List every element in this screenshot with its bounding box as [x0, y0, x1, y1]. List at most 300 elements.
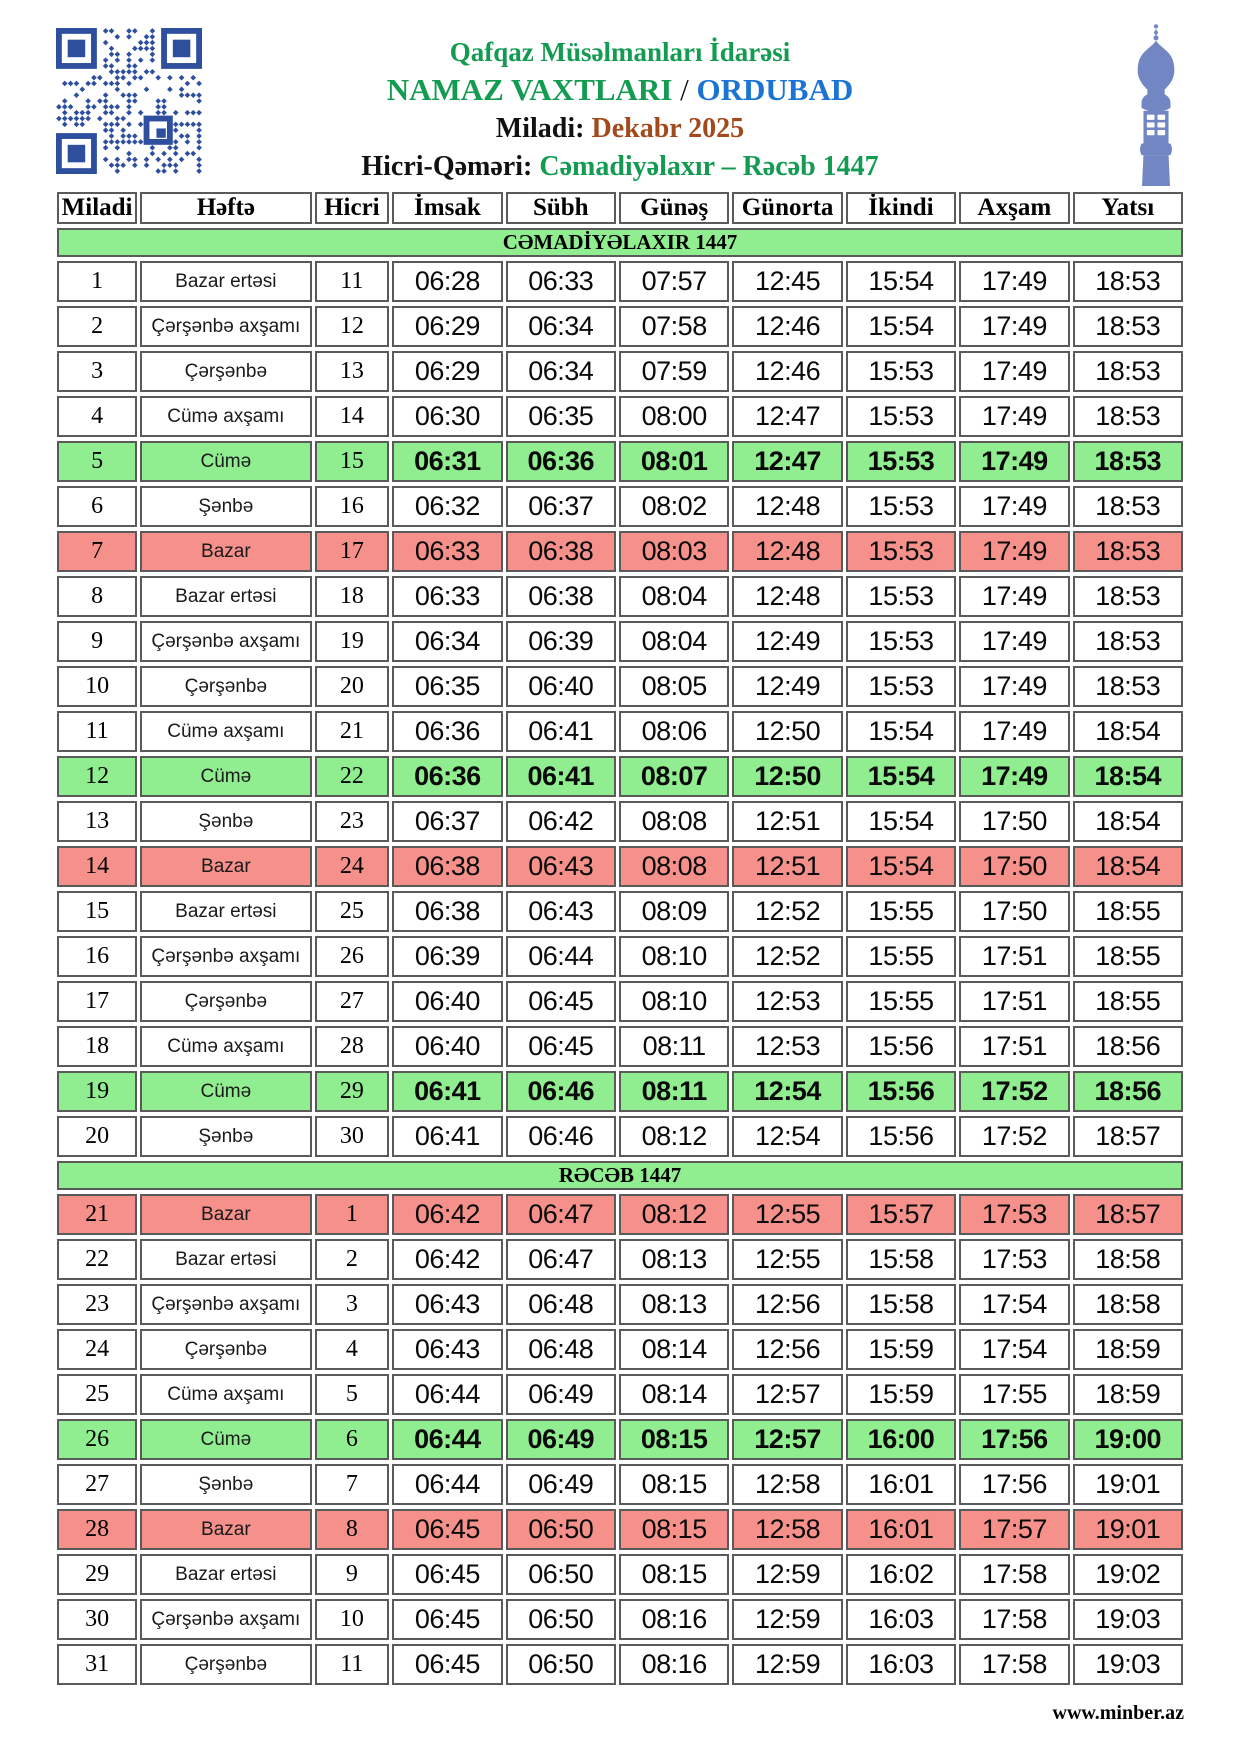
yatsi-time-cell: 18:53 [1073, 351, 1183, 392]
day-row [57, 756, 1183, 797]
axsam-time-cell: 17:53 [959, 1239, 1069, 1280]
miladi-day-cell: 14 [57, 846, 137, 887]
title-separator: / [680, 72, 689, 107]
day-row [57, 1644, 1183, 1685]
miladi-day-cell: 21 [57, 1194, 137, 1235]
miladi-day-cell: 31 [57, 1644, 137, 1685]
weekday-name-cell: Bazar [140, 846, 311, 887]
gunorta-time-cell: 12:47 [732, 441, 842, 482]
ikindi-time-cell: 15:53 [846, 621, 956, 662]
hicri-day-cell: 16 [315, 486, 390, 527]
weekday-name-cell: Cümə [140, 756, 311, 797]
miladi-day-cell: 8 [57, 576, 137, 617]
gunes-time-cell: 08:14 [619, 1329, 729, 1370]
ikindi-time-cell: 15:54 [846, 801, 956, 842]
gunorta-time-cell: 12:49 [732, 621, 842, 662]
ikindi-time-cell: 15:55 [846, 981, 956, 1022]
miladi-day-cell: 5 [57, 441, 137, 482]
subh-time-cell: 06:41 [506, 756, 616, 797]
imsak-time-cell: 06:44 [392, 1374, 502, 1415]
ikindi-time-cell: 15:53 [846, 666, 956, 707]
website-url: www.minber.az [1052, 1702, 1184, 1724]
subh-time-cell: 06:50 [506, 1644, 616, 1685]
hicri-day-cell: 6 [315, 1419, 390, 1460]
subh-time-cell: 06:44 [506, 936, 616, 977]
miladi-day-cell: 11 [57, 711, 137, 752]
miladi-day-cell: 22 [57, 1239, 137, 1280]
subh-time-cell: 06:34 [506, 351, 616, 392]
gunorta-time-cell: 12:59 [732, 1554, 842, 1595]
column-header-gunes: Günəş [619, 192, 729, 224]
column-header-subh: Sübh [506, 192, 616, 224]
yatsi-time-cell: 18:53 [1073, 576, 1183, 617]
gunorta-time-cell: 12:58 [732, 1509, 842, 1550]
weekday-name-cell: Bazar ertəsi [140, 576, 311, 617]
yatsi-time-cell: 18:59 [1073, 1329, 1183, 1370]
gunes-time-cell: 08:08 [619, 846, 729, 887]
weekday-name-cell: Çərşənbə axşamı [140, 936, 311, 977]
hicri-day-cell: 1 [315, 1194, 390, 1235]
gunes-time-cell: 08:13 [619, 1239, 729, 1280]
weekday-name-cell: Çərşənbə [140, 351, 311, 392]
gunorta-time-cell: 12:47 [732, 396, 842, 437]
day-row [57, 1239, 1183, 1280]
imsak-time-cell: 06:43 [392, 1329, 502, 1370]
hicri-day-cell: 30 [315, 1116, 390, 1157]
gunes-time-cell: 08:15 [619, 1554, 729, 1595]
day-row [57, 1071, 1183, 1112]
axsam-time-cell: 17:50 [959, 846, 1069, 887]
subh-time-cell: 06:50 [506, 1599, 616, 1640]
weekday-name-cell: Cümə [140, 1419, 311, 1460]
axsam-time-cell: 17:58 [959, 1599, 1069, 1640]
imsak-time-cell: 06:39 [392, 936, 502, 977]
column-header-row [57, 192, 1183, 224]
imsak-time-cell: 06:35 [392, 666, 502, 707]
gunorta-time-cell: 12:48 [732, 576, 842, 617]
subh-time-cell: 06:46 [506, 1071, 616, 1112]
gunes-time-cell: 08:06 [619, 711, 729, 752]
subh-time-cell: 06:41 [506, 711, 616, 752]
yatsi-time-cell: 18:56 [1073, 1026, 1183, 1067]
day-row [57, 1116, 1183, 1157]
gunes-time-cell: 08:04 [619, 621, 729, 662]
day-row [57, 846, 1183, 887]
axsam-time-cell: 17:50 [959, 891, 1069, 932]
hicri-day-cell: 4 [315, 1329, 390, 1370]
gunes-time-cell: 08:12 [619, 1116, 729, 1157]
yatsi-time-cell: 18:53 [1073, 306, 1183, 347]
hicri-day-cell: 21 [315, 711, 390, 752]
qr-code [56, 28, 202, 174]
hicri-day-cell: 8 [315, 1509, 390, 1550]
subh-time-cell: 06:49 [506, 1464, 616, 1505]
gunes-time-cell: 08:15 [619, 1509, 729, 1550]
axsam-time-cell: 17:54 [959, 1284, 1069, 1325]
day-row [57, 1026, 1183, 1067]
section-title: RƏCƏB 1447 [57, 1161, 1183, 1190]
subh-time-cell: 06:39 [506, 621, 616, 662]
section-title: CƏMADİYƏLAXIR 1447 [57, 228, 1183, 257]
yatsi-time-cell: 18:54 [1073, 846, 1183, 887]
gunorta-time-cell: 12:57 [732, 1419, 842, 1460]
ikindi-time-cell: 15:53 [846, 396, 956, 437]
imsak-time-cell: 06:38 [392, 891, 502, 932]
hicri-day-cell: 13 [315, 351, 390, 392]
gunes-time-cell: 08:10 [619, 936, 729, 977]
imsak-time-cell: 06:40 [392, 981, 502, 1022]
subh-time-cell: 06:50 [506, 1554, 616, 1595]
weekday-name-cell: Çərşənbə [140, 1644, 311, 1685]
weekday-name-cell: Bazar [140, 1509, 311, 1550]
day-row [57, 1329, 1183, 1370]
subh-time-cell: 06:48 [506, 1284, 616, 1325]
yatsi-time-cell: 18:53 [1073, 261, 1183, 302]
column-header-axsam: Axşam [959, 192, 1069, 224]
ikindi-time-cell: 16:01 [846, 1464, 956, 1505]
ikindi-time-cell: 15:53 [846, 351, 956, 392]
day-row [57, 1284, 1183, 1325]
gunes-time-cell: 08:01 [619, 441, 729, 482]
column-header-hicri: Hicri [315, 192, 390, 224]
hicri-day-cell: 24 [315, 846, 390, 887]
miladi-day-cell: 13 [57, 801, 137, 842]
section-header-row [57, 228, 1183, 257]
column-header-ikindi: İkindi [846, 192, 956, 224]
hicri-day-cell: 9 [315, 1554, 390, 1595]
yatsi-time-cell: 18:58 [1073, 1239, 1183, 1280]
weekday-name-cell: Cümə [140, 441, 311, 482]
yatsi-time-cell: 18:54 [1073, 801, 1183, 842]
gunes-time-cell: 08:03 [619, 531, 729, 572]
day-row [57, 441, 1183, 482]
organization-name: Qafqaz Müsəlmanları İdarəsi [449, 37, 791, 67]
miladi-day-cell: 23 [57, 1284, 137, 1325]
miladi-day-cell: 7 [57, 531, 137, 572]
day-row [57, 1554, 1183, 1595]
document-title [300, 70, 940, 110]
yatsi-time-cell: 19:01 [1073, 1509, 1183, 1550]
weekday-name-cell: Çərşənbə [140, 981, 311, 1022]
axsam-time-cell: 17:58 [959, 1554, 1069, 1595]
yatsi-time-cell: 18:55 [1073, 981, 1183, 1022]
hicri-day-cell: 20 [315, 666, 390, 707]
gunes-time-cell: 08:16 [619, 1644, 729, 1685]
ikindi-time-cell: 15:54 [846, 711, 956, 752]
ikindi-time-cell: 15:56 [846, 1026, 956, 1067]
gunorta-time-cell: 12:48 [732, 531, 842, 572]
ikindi-time-cell: 15:55 [846, 936, 956, 977]
imsak-time-cell: 06:41 [392, 1071, 502, 1112]
weekday-name-cell: Şənbə [140, 801, 311, 842]
imsak-time-cell: 06:38 [392, 846, 502, 887]
gunes-time-cell: 08:13 [619, 1284, 729, 1325]
subh-time-cell: 06:42 [506, 801, 616, 842]
ikindi-time-cell: 15:56 [846, 1071, 956, 1112]
gunorta-time-cell: 12:52 [732, 891, 842, 932]
yatsi-time-cell: 18:53 [1073, 396, 1183, 437]
subh-time-cell: 06:40 [506, 666, 616, 707]
weekday-name-cell: Bazar ertəsi [140, 261, 311, 302]
day-row [57, 621, 1183, 662]
imsak-time-cell: 06:29 [392, 351, 502, 392]
axsam-time-cell: 17:52 [959, 1071, 1069, 1112]
gunorta-time-cell: 12:58 [732, 1464, 842, 1505]
day-row [57, 891, 1183, 932]
day-row [57, 1509, 1183, 1550]
yatsi-time-cell: 18:58 [1073, 1284, 1183, 1325]
miladi-day-cell: 25 [57, 1374, 137, 1415]
gunes-time-cell: 08:14 [619, 1374, 729, 1415]
ikindi-time-cell: 15:57 [846, 1194, 956, 1235]
miladi-day-cell: 17 [57, 981, 137, 1022]
yatsi-time-cell: 18:53 [1073, 531, 1183, 572]
column-header-hefte: Həftə [140, 192, 311, 224]
yatsi-time-cell: 18:55 [1073, 891, 1183, 932]
ikindi-time-cell: 15:53 [846, 576, 956, 617]
yatsi-time-cell: 18:53 [1073, 486, 1183, 527]
ikindi-time-cell: 16:00 [846, 1419, 956, 1460]
gunes-time-cell: 07:59 [619, 351, 729, 392]
axsam-time-cell: 17:49 [959, 531, 1069, 572]
ikindi-time-cell: 15:53 [846, 531, 956, 572]
subh-time-cell: 06:34 [506, 306, 616, 347]
ikindi-time-cell: 15:53 [846, 441, 956, 482]
axsam-time-cell: 17:49 [959, 666, 1069, 707]
gunes-time-cell: 08:11 [619, 1026, 729, 1067]
hicri-day-cell: 5 [315, 1374, 390, 1415]
day-row [57, 1464, 1183, 1505]
weekday-name-cell: Şənbə [140, 1464, 311, 1505]
yatsi-time-cell: 18:53 [1073, 621, 1183, 662]
weekday-name-cell: Şənbə [140, 486, 311, 527]
hicri-day-cell: 29 [315, 1071, 390, 1112]
ikindi-time-cell: 15:59 [846, 1374, 956, 1415]
prayer-table-body [57, 228, 1183, 1685]
miladi-day-cell: 6 [57, 486, 137, 527]
day-row [57, 1599, 1183, 1640]
gunorta-time-cell: 12:54 [732, 1116, 842, 1157]
qr-code-icon [56, 28, 202, 174]
ikindi-time-cell: 16:01 [846, 1509, 956, 1550]
column-header-miladi: Miladi [57, 192, 137, 224]
axsam-time-cell: 17:49 [959, 621, 1069, 662]
axsam-time-cell: 17:49 [959, 396, 1069, 437]
minaret-silhouette [1138, 24, 1175, 186]
hicri-value: Cəmadiyəlaxır – Rəcəb 1447 [539, 151, 879, 182]
hicri-day-cell: 18 [315, 576, 390, 617]
gunes-time-cell: 08:15 [619, 1464, 729, 1505]
subh-time-cell: 06:43 [506, 846, 616, 887]
gunorta-time-cell: 12:59 [732, 1599, 842, 1640]
ikindi-time-cell: 16:03 [846, 1644, 956, 1685]
ikindi-time-cell: 15:55 [846, 891, 956, 932]
imsak-time-cell: 06:32 [392, 486, 502, 527]
day-row [57, 981, 1183, 1022]
axsam-time-cell: 17:55 [959, 1374, 1069, 1415]
gunorta-time-cell: 12:46 [732, 306, 842, 347]
miladi-day-cell: 12 [57, 756, 137, 797]
imsak-time-cell: 06:36 [392, 711, 502, 752]
weekday-name-cell: Bazar ertəsi [140, 891, 311, 932]
day-row [57, 1374, 1183, 1415]
imsak-time-cell: 06:45 [392, 1554, 502, 1595]
subh-time-cell: 06:48 [506, 1329, 616, 1370]
axsam-time-cell: 17:51 [959, 981, 1069, 1022]
gunes-time-cell: 08:12 [619, 1194, 729, 1235]
weekday-name-cell: Bazar ertəsi [140, 1554, 311, 1595]
yatsi-time-cell: 18:53 [1073, 441, 1183, 482]
axsam-time-cell: 17:49 [959, 261, 1069, 302]
gunes-time-cell: 08:08 [619, 801, 729, 842]
gunorta-time-cell: 12:53 [732, 981, 842, 1022]
hicri-day-cell: 26 [315, 936, 390, 977]
gunes-time-cell: 08:11 [619, 1071, 729, 1112]
gunorta-time-cell: 12:54 [732, 1071, 842, 1112]
website-footer [1053, 1702, 1184, 1725]
subh-time-cell: 06:47 [506, 1239, 616, 1280]
subh-time-cell: 06:35 [506, 396, 616, 437]
ikindi-time-cell: 16:03 [846, 1599, 956, 1640]
axsam-time-cell: 17:49 [959, 306, 1069, 347]
yatsi-time-cell: 18:54 [1073, 711, 1183, 752]
gunorta-time-cell: 12:59 [732, 1644, 842, 1685]
gunorta-time-cell: 12:50 [732, 711, 842, 752]
hicri-day-cell: 15 [315, 441, 390, 482]
imsak-time-cell: 06:30 [392, 396, 502, 437]
hicri-day-cell: 23 [315, 801, 390, 842]
ikindi-time-cell: 15:58 [846, 1284, 956, 1325]
weekday-name-cell: Cümə axşamı [140, 1026, 311, 1067]
miladi-day-cell: 20 [57, 1116, 137, 1157]
title-main: NAMAZ VAXTLARI [386, 72, 673, 107]
subh-time-cell: 06:45 [506, 1026, 616, 1067]
subh-time-cell: 06:46 [506, 1116, 616, 1157]
hicri-day-cell: 17 [315, 531, 390, 572]
hicri-day-cell: 11 [315, 1644, 390, 1685]
ikindi-time-cell: 15:59 [846, 1329, 956, 1370]
prayer-times-table [54, 188, 1186, 1689]
column-header-yatsi: Yatsı [1073, 192, 1183, 224]
imsak-time-cell: 06:44 [392, 1419, 502, 1460]
hicri-day-cell: 2 [315, 1239, 390, 1280]
subh-time-cell: 06:49 [506, 1374, 616, 1415]
hicri-day-cell: 27 [315, 981, 390, 1022]
axsam-time-cell: 17:49 [959, 486, 1069, 527]
miladi-day-cell: 18 [57, 1026, 137, 1067]
gunes-time-cell: 08:10 [619, 981, 729, 1022]
hicri-day-cell: 11 [315, 261, 390, 302]
ikindi-time-cell: 15:53 [846, 486, 956, 527]
miladi-day-cell: 9 [57, 621, 137, 662]
weekday-name-cell: Çərşənbə axşamı [140, 1599, 311, 1640]
weekday-name-cell: Çərşənbə axşamı [140, 621, 311, 662]
subh-time-cell: 06:47 [506, 1194, 616, 1235]
subh-time-cell: 06:36 [506, 441, 616, 482]
ikindi-time-cell: 15:54 [846, 756, 956, 797]
gunes-time-cell: 08:09 [619, 891, 729, 932]
yatsi-time-cell: 19:03 [1073, 1644, 1183, 1685]
imsak-time-cell: 06:29 [392, 306, 502, 347]
ikindi-time-cell: 16:02 [846, 1554, 956, 1595]
gunes-time-cell: 07:57 [619, 261, 729, 302]
gunes-time-cell: 08:02 [619, 486, 729, 527]
weekday-name-cell: Cümə axşamı [140, 396, 311, 437]
gunes-time-cell: 08:07 [619, 756, 729, 797]
gunes-time-cell: 07:58 [619, 306, 729, 347]
yatsi-time-cell: 18:53 [1073, 666, 1183, 707]
axsam-time-cell: 17:49 [959, 351, 1069, 392]
gregorian-date-line [300, 110, 940, 147]
subh-time-cell: 06:37 [506, 486, 616, 527]
title-block [300, 34, 940, 186]
imsak-time-cell: 06:42 [392, 1194, 502, 1235]
subh-time-cell: 06:38 [506, 531, 616, 572]
weekday-name-cell: Bazar [140, 531, 311, 572]
subh-time-cell: 06:50 [506, 1509, 616, 1550]
axsam-time-cell: 17:53 [959, 1194, 1069, 1235]
imsak-time-cell: 06:43 [392, 1284, 502, 1325]
gunorta-time-cell: 12:55 [732, 1239, 842, 1280]
day-row [57, 531, 1183, 572]
subh-time-cell: 06:43 [506, 891, 616, 932]
gunorta-time-cell: 12:55 [732, 1194, 842, 1235]
miladi-day-cell: 19 [57, 1071, 137, 1112]
weekday-name-cell: Cümə [140, 1071, 311, 1112]
imsak-time-cell: 06:33 [392, 531, 502, 572]
subh-time-cell: 06:49 [506, 1419, 616, 1460]
weekday-name-cell: Çərşənbə [140, 1329, 311, 1370]
miladi-label: Miladi: [495, 113, 585, 144]
section-header-row [57, 1161, 1183, 1190]
miladi-day-cell: 30 [57, 1599, 137, 1640]
axsam-time-cell: 17:49 [959, 576, 1069, 617]
miladi-day-cell: 16 [57, 936, 137, 977]
hijri-date-line [300, 147, 940, 186]
day-row [57, 1194, 1183, 1235]
axsam-time-cell: 17:57 [959, 1509, 1069, 1550]
axsam-time-cell: 17:49 [959, 441, 1069, 482]
day-row [57, 1419, 1183, 1460]
hicri-day-cell: 10 [315, 1599, 390, 1640]
hicri-day-cell: 22 [315, 756, 390, 797]
gunorta-time-cell: 12:53 [732, 1026, 842, 1067]
gunes-time-cell: 08:04 [619, 576, 729, 617]
weekday-name-cell: Çərşənbə axşamı [140, 1284, 311, 1325]
gunes-time-cell: 08:16 [619, 1599, 729, 1640]
day-row [57, 351, 1183, 392]
gunorta-time-cell: 12:50 [732, 756, 842, 797]
axsam-time-cell: 17:54 [959, 1329, 1069, 1370]
yatsi-time-cell: 18:56 [1073, 1071, 1183, 1112]
weekday-name-cell: Bazar ertəsi [140, 1239, 311, 1280]
yatsi-time-cell: 18:55 [1073, 936, 1183, 977]
gunorta-time-cell: 12:48 [732, 486, 842, 527]
day-row [57, 261, 1183, 302]
yatsi-time-cell: 18:54 [1073, 756, 1183, 797]
gunorta-time-cell: 12:56 [732, 1284, 842, 1325]
imsak-time-cell: 06:45 [392, 1599, 502, 1640]
day-row [57, 711, 1183, 752]
day-row [57, 396, 1183, 437]
imsak-time-cell: 06:40 [392, 1026, 502, 1067]
imsak-time-cell: 06:41 [392, 1116, 502, 1157]
miladi-day-cell: 24 [57, 1329, 137, 1370]
miladi-day-cell: 1 [57, 261, 137, 302]
gunorta-time-cell: 12:52 [732, 936, 842, 977]
hicri-day-cell: 12 [315, 306, 390, 347]
gunorta-time-cell: 12:56 [732, 1329, 842, 1370]
